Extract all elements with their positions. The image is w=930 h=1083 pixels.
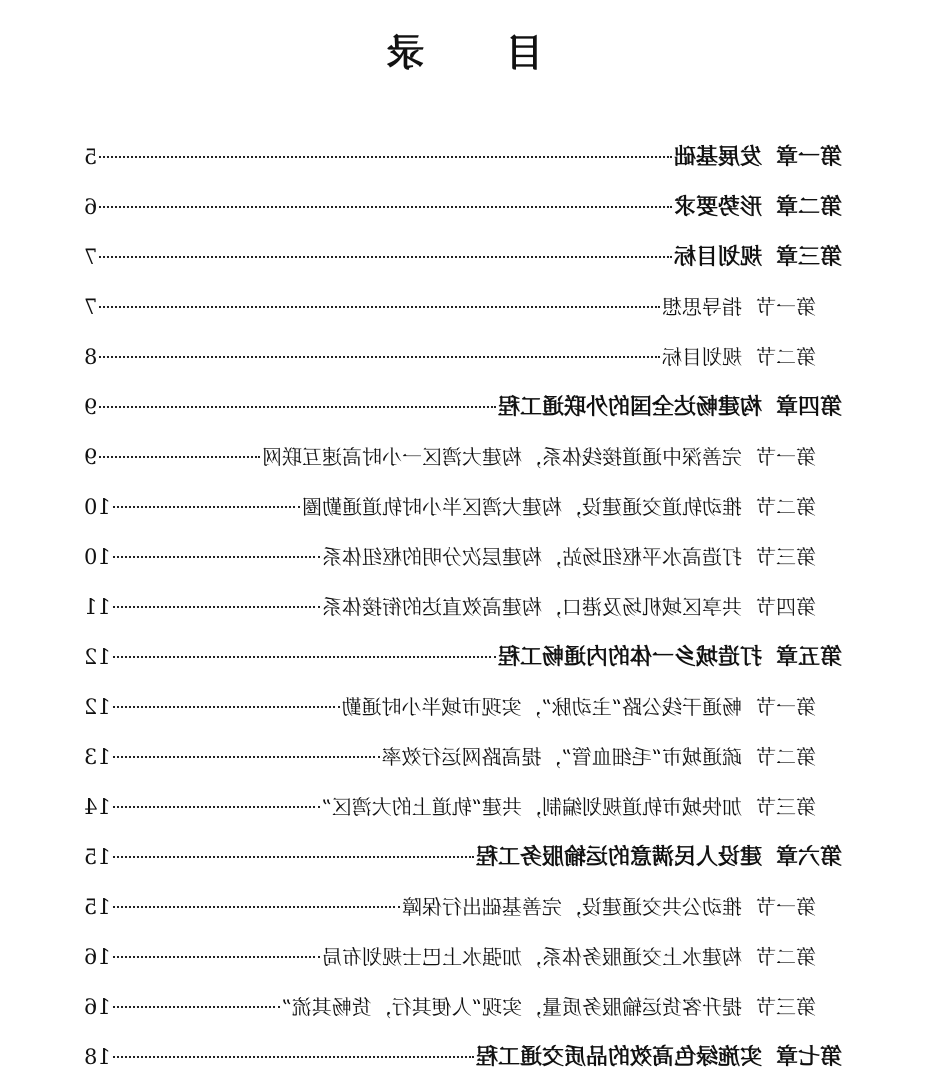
toc-list (84, 132, 842, 1082)
toc-page-number: 14 (84, 795, 111, 819)
toc-dot-leader (113, 856, 474, 858)
toc-dot-leader (99, 256, 672, 258)
toc-dot-leader (99, 456, 260, 458)
toc-chapter-entry[interactable] (84, 182, 842, 232)
toc-page-number: 5 (84, 145, 98, 169)
toc-entry-number: 第六章 (775, 845, 842, 870)
toc-chapter-entry[interactable] (84, 632, 842, 682)
toc-chapter-entry[interactable] (84, 232, 842, 282)
toc-entry-number: 第四章 (775, 395, 842, 420)
toc-entry-text: 共享区域机场及港口，构建高效直达的衔接体系 (322, 595, 742, 619)
toc-entry-label (342, 682, 816, 732)
toc-entry-number: 第一节 (756, 695, 816, 719)
toc-entry-label (498, 633, 842, 683)
toc-entry-number: 第一节 (756, 445, 816, 469)
toc-entry-number: 第三节 (756, 795, 816, 819)
toc-entry-text: 推动公共交通建设，完善基础出行保障 (402, 895, 742, 919)
toc-entry-label (262, 432, 816, 482)
toc-entry-label (674, 233, 842, 283)
toc-entry-text: 提升客货运输服务质量，实现“人便其行，货畅其流” (281, 995, 742, 1019)
toc-entry-label (674, 183, 842, 233)
toc-entry-label (402, 882, 816, 932)
toc-dot-leader (113, 806, 320, 808)
toc-page-number: 11 (84, 595, 111, 619)
toc-dot-leader (113, 656, 496, 658)
toc-dot-leader (113, 756, 380, 758)
toc-entry-number: 第二节 (756, 745, 816, 769)
toc-entry-label (322, 932, 816, 982)
toc-chapter-entry[interactable] (84, 382, 842, 432)
toc-dot-leader (113, 556, 320, 558)
toc-section-entry[interactable] (84, 282, 842, 332)
toc-entry-label (382, 732, 816, 782)
toc-entry-number: 第三章 (775, 245, 842, 270)
toc-page-number: 18 (84, 1045, 111, 1069)
toc-entry-text: 实施绿色高效的品质交通工程 (475, 1045, 762, 1070)
toc-entry-label (498, 383, 842, 433)
toc-dot-leader (99, 156, 672, 158)
toc-chapter-entry[interactable] (84, 132, 842, 182)
toc-page-number: 9 (84, 445, 98, 469)
toc-section-entry[interactable] (84, 682, 842, 732)
toc-entry-label (662, 282, 816, 332)
toc-entry-text: 打造高水平枢纽场站，构建层次分明的枢纽体系 (322, 545, 742, 569)
toc-entry-number: 第三节 (756, 995, 816, 1019)
toc-section-entry[interactable] (84, 532, 842, 582)
toc-entry-text: 畅通干线公路“主动脉”，实现市域半小时通勤 (341, 695, 742, 719)
toc-entry-text: 构建水上交通服务体系，加强水上巴士规划布局 (322, 945, 742, 969)
toc-entry-text: 形势要求 (673, 195, 762, 220)
toc-section-entry[interactable] (84, 432, 842, 482)
toc-entry-label (322, 532, 816, 582)
toc-entry-label (662, 332, 816, 382)
toc-entry-label (302, 482, 816, 532)
toc-dot-leader (113, 706, 340, 708)
toc-entry-number: 第一章 (775, 145, 842, 170)
toc-section-entry[interactable] (84, 782, 842, 832)
toc-entry-label (322, 782, 816, 832)
toc-page-number: 8 (84, 345, 98, 369)
toc-entry-number: 第三节 (756, 545, 816, 569)
toc-entry-text: 推动轨道交通建设，构建大湾区半小时轨道通勤圈 (302, 495, 742, 519)
toc-entry-number: 第五章 (775, 645, 842, 670)
toc-entry-text: 规划目标 (662, 345, 742, 369)
toc-dot-leader (113, 1006, 280, 1008)
toc-dot-leader (99, 306, 660, 308)
toc-entry-number: 第二节 (756, 945, 816, 969)
toc-section-entry[interactable] (84, 332, 842, 382)
toc-entry-text: 疏通城市“毛细血管”，提高路网运行效率 (381, 745, 742, 769)
toc-chapter-entry[interactable] (84, 832, 842, 882)
toc-entry-number: 第一节 (756, 295, 816, 319)
toc-entry-text: 发展基础 (673, 145, 762, 170)
toc-entry-text: 规划目标 (673, 245, 762, 270)
toc-section-entry[interactable] (84, 982, 842, 1032)
toc-page-number: 12 (84, 645, 111, 669)
toc-entry-text: 打造城乡一体的内通畅工程 (497, 645, 762, 670)
toc-page-number: 6 (84, 195, 98, 219)
toc-entry-number: 第七章 (775, 1045, 842, 1070)
toc-page-number: 10 (84, 545, 111, 569)
toc-entry-number: 第一节 (756, 895, 816, 919)
toc-entry-label (282, 982, 816, 1032)
toc-entry-label (476, 1033, 842, 1083)
toc-entry-number: 第二章 (775, 195, 842, 220)
toc-chapter-entry[interactable] (84, 1032, 842, 1082)
toc-dot-leader (99, 206, 672, 208)
toc-entry-text: 指导思想 (662, 295, 742, 319)
toc-entry-text: 建设人民满意的运输服务工程 (475, 845, 762, 870)
toc-entry-label (674, 133, 842, 183)
toc-page-number: 10 (84, 495, 111, 519)
toc-entry-text: 完善深中通道接线体系，构建大湾区一小时高速互联网 (262, 445, 742, 469)
toc-dot-leader (113, 606, 320, 608)
toc-page-number: 15 (84, 845, 111, 869)
toc-dot-leader (113, 1056, 474, 1058)
toc-entry-label (322, 582, 816, 632)
toc-section-entry[interactable] (84, 882, 842, 932)
toc-page-number: 15 (84, 895, 111, 919)
toc-dot-leader (113, 906, 400, 908)
toc-dot-leader (99, 406, 496, 408)
toc-entry-text: 加快城市轨道规划编制，共建“轨道上的大湾区” (321, 795, 742, 819)
toc-dot-leader (99, 356, 660, 358)
toc-section-entry[interactable] (84, 732, 842, 782)
toc-section-entry[interactable] (84, 582, 842, 632)
toc-page-number: 13 (84, 745, 111, 769)
toc-page-number: 16 (84, 945, 111, 969)
toc-entry-text: 构建畅达全国的外联通工程 (497, 395, 762, 420)
toc-page-number: 7 (84, 295, 98, 319)
toc-dot-leader (113, 956, 320, 958)
toc-section-entry[interactable] (84, 482, 842, 532)
toc-page-number: 9 (84, 395, 98, 419)
toc-page-number: 12 (84, 695, 111, 719)
toc-entry-label (476, 833, 842, 883)
page-title: 目 录 (352, 31, 544, 75)
toc-dot-leader (113, 506, 300, 508)
toc-entry-number: 第二节 (756, 495, 816, 519)
toc-entry-number: 第四节 (756, 595, 816, 619)
toc-page-number: 7 (84, 245, 98, 269)
toc-page-number: 16 (84, 995, 111, 1019)
toc-section-entry[interactable] (84, 932, 842, 982)
toc-entry-number: 第二节 (756, 345, 816, 369)
